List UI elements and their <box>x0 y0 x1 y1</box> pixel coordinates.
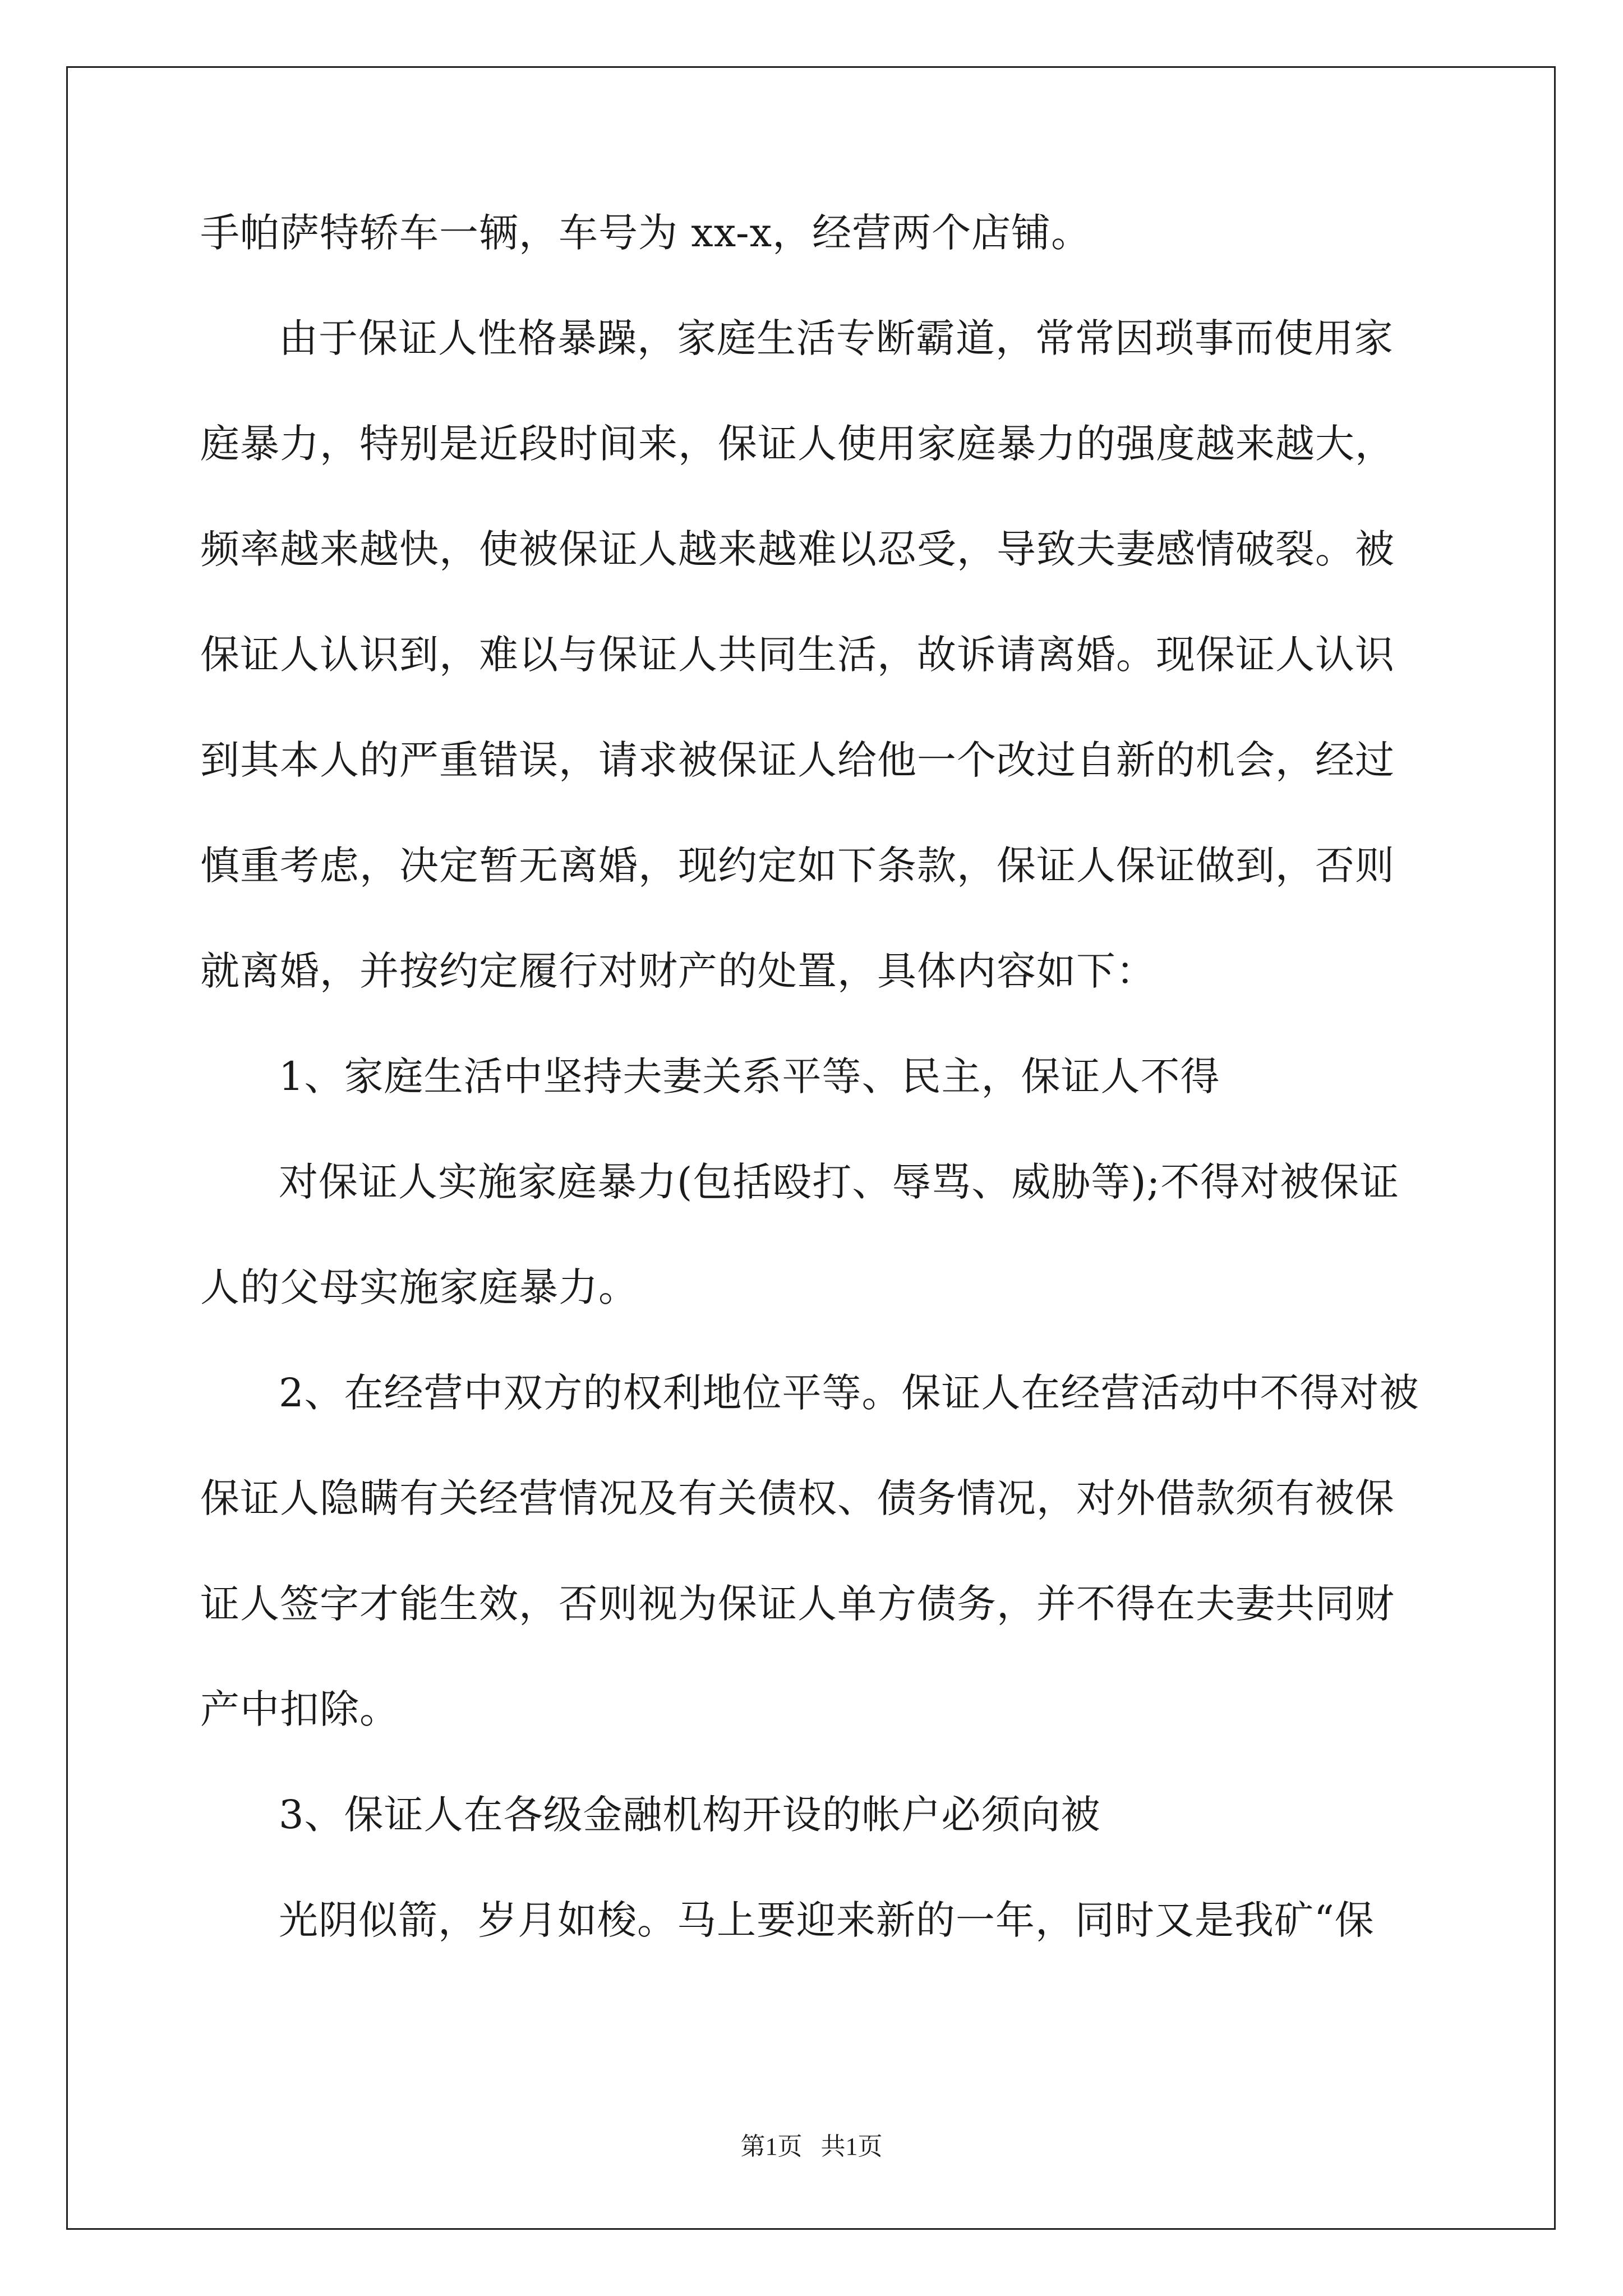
text-line-14: 证人签字才能生效，否则视为保证人单方债务，并不得在夫妻共同财 <box>200 1581 1395 1627</box>
text-line-16: 3、保证人在各级金融机构开设的帐户必须向被 <box>279 1792 1101 1838</box>
document-body <box>200 199 1434 1992</box>
text-line-17: 光阴似箭，岁月如梭。马上要迎来新的一年，同时又是我矿“保 <box>279 1897 1375 1943</box>
text-line-4: 频率越来越快，使被保证人越来越难以忍受，导致夫妻感情破裂。被 <box>200 526 1395 572</box>
page-number-footer: 第1页 共1页 <box>740 2133 883 2160</box>
text-line-8: 就离婚，并按约定履行对财产的处置，具体内容如下： <box>200 948 1156 994</box>
text-line-7: 慎重考虑，决定暂无离婚，现约定如下条款，保证人保证做到，否则 <box>200 843 1395 889</box>
text-line-11: 人的父母实施家庭暴力。 <box>200 1264 638 1310</box>
text-line-2: 由于保证人性格暴躁，家庭生活专断霸道，常常因琐事而使用家 <box>279 315 1394 361</box>
text-line-6: 到其本人的严重错误，请求被保证人给他一个改过自新的机会，经过 <box>200 737 1395 783</box>
text-line-13: 保证人隐瞒有关经营情况及有关债权、债务情况，对外借款须有被保 <box>200 1475 1395 1521</box>
text-line-1: 手帕萨特轿车一辆，车号为 xx-x，经营两个店铺。 <box>200 210 1091 256</box>
text-line-12: 2、在经营中双方的权利地位平等。保证人在经营活动中不得对被 <box>279 1370 1419 1416</box>
text-line-5: 保证人认识到，难以与保证人共同生活，故诉请离婚。现保证人认识 <box>200 632 1395 678</box>
text-line-10: 对保证人实施家庭暴力(包括殴打、辱骂、威胁等);不得对被保证 <box>279 1159 1400 1205</box>
text-line-3: 庭暴力，特别是近段时间来，保证人使用家庭暴力的强度越来越大， <box>200 421 1395 467</box>
text-line-15: 产中扣除。 <box>200 1686 399 1732</box>
text-line-9: 1、家庭生活中坚持夫妻关系平等、民主，保证人不得 <box>279 1053 1220 1099</box>
